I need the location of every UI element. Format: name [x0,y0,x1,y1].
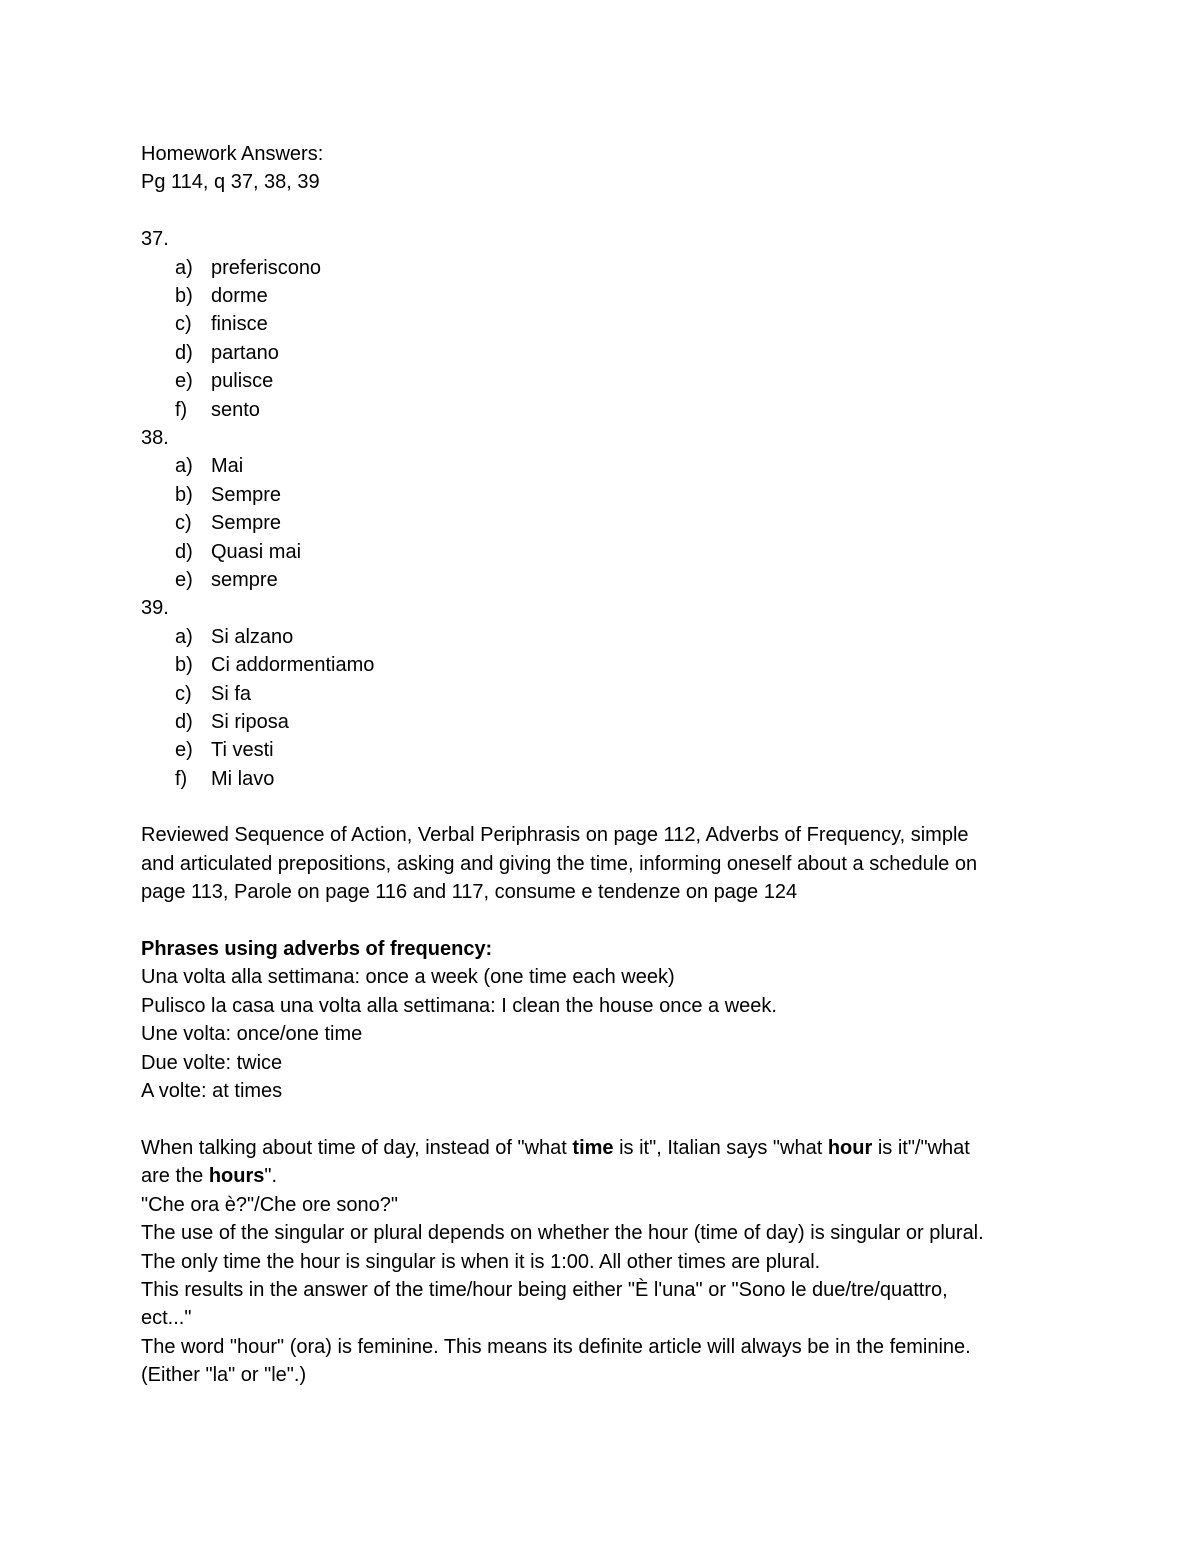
phrases-heading [141,935,1061,963]
page-reference: Pg 114, q 37, 38, 39 [141,171,320,194]
list-item [141,651,1061,679]
list-item [141,680,1061,708]
list-item [141,452,1061,480]
answer-text: Si alzano [211,625,294,648]
time-note-line: The use of the singular or plural depends on whether the hour (time of day) is singular or plural. [141,1222,984,1245]
reviewed-paragraph [141,821,1061,906]
spacer [141,793,1061,821]
list-item [141,623,1061,651]
list-item [141,367,1061,395]
list-item [141,396,1061,424]
list-marker: b) [175,285,193,307]
answer-text: preferiscono [211,256,322,279]
document-page [141,140,1061,1390]
answer-text: Ci addormentiamo [211,654,375,677]
list-marker: a) [175,625,193,648]
question-number-39: 39. [141,597,169,620]
list-marker: e) [175,568,193,591]
list-item [141,708,1061,736]
list-marker: c) [175,682,192,705]
text-run: is it", Italian says "what [613,1136,828,1159]
list-marker: a) [175,455,193,478]
reviewed-line: page 113, Parole on page 116 and 117, consume e tendenze on page 124 [141,881,798,904]
text-run: ". [264,1165,278,1188]
list-marker: f) [175,767,188,790]
question-number-38: 38. [141,426,169,449]
list-item [141,310,1061,338]
list-item [141,509,1061,537]
answer-list-39 [141,623,1061,793]
answer-list-37 [141,254,1061,424]
time-note-line: (Either "la" or "le".) [141,1364,307,1387]
list-marker: c) [175,512,192,535]
question-number-37: 37. [141,228,169,251]
list-marker: b) [175,654,193,677]
list-item [141,339,1061,367]
answer-text: finisce [211,313,268,336]
answer-text: pulisce [211,370,274,393]
phrase-line: Une volta: once/one time [141,1023,363,1046]
answer-text: Ti vesti [211,739,274,762]
spacer [141,197,1061,225]
answer-text: Mi lavo [211,767,275,790]
list-marker: a) [175,256,193,279]
bold-word-hours: hours [208,1165,265,1188]
answer-text: partano [211,341,279,364]
list-marker: f) [175,398,188,421]
phrase-line: Due volte: twice [141,1051,283,1074]
list-item [141,736,1061,764]
phrases-section [141,935,1061,1105]
time-note-line [141,1134,1061,1162]
list-item [141,566,1061,594]
time-notes-section [141,1134,1061,1390]
list-marker: d) [175,341,193,364]
phrase-line: A volte: at times [141,1080,283,1103]
list-marker: e) [175,739,193,762]
list-item [141,282,1061,310]
reviewed-line: and articulated prepositions, asking and giving the time, informing oneself about a schedule on [141,852,978,875]
time-note-line [141,1162,1061,1190]
time-note-line: The only time the hour is singular is when it is 1:00. All other times are plural. [141,1250,821,1273]
list-item [141,481,1061,509]
answer-text: Sempre [211,512,282,535]
answer-list-38 [141,452,1061,594]
answer-text: Si fa [211,682,252,705]
text-run: are the [141,1165,209,1188]
list-marker: c) [175,313,192,336]
list-marker: b) [175,483,193,506]
answer-text: Si riposa [211,710,289,733]
list-marker: d) [175,710,193,733]
answer-text: sento [211,398,260,421]
answer-text: Quasi mai [211,540,302,563]
bold-word-time: time [572,1136,614,1159]
phrase-line: Pulisco la casa una volta alla settimana: I clean the house once a week. [141,994,777,1017]
text-run: is it"/"what [872,1136,970,1159]
answer-text: Sempre [211,483,282,506]
answer-text: Mai [211,455,244,478]
document-title: Homework Answers: [141,143,324,165]
list-item [141,765,1061,793]
time-note-line: ect..." [141,1307,192,1330]
time-note-line: "Che ora è?"/Che ore sono?" [141,1193,399,1216]
answer-text: dorme [211,285,268,307]
phrases-heading-text: Phrases using adverbs of frequency: [141,938,493,961]
text-run: When talking about time of day, instead of "what [141,1136,573,1159]
phrase-line: Una volta alla settimana: once a week (one time each week) [141,966,675,989]
list-marker: d) [175,540,193,563]
time-note-line: This results in the answer of the time/hour being either "È l'una" or "Sono le due/tre/quattro, [141,1278,948,1301]
bold-word-hour: hour [827,1136,873,1159]
list-item [141,538,1061,566]
list-marker: e) [175,370,193,393]
time-note-line: The word "hour" (ora) is feminine. This means its definite article will always be in the feminine. [141,1335,971,1358]
answer-text: sempre [211,568,278,591]
spacer [141,1106,1061,1134]
reviewed-line: Reviewed Sequence of Action, Verbal Periphrasis on page 112, Adverbs of Frequency, simple [141,824,969,847]
spacer [141,907,1061,935]
list-item [141,254,1061,282]
